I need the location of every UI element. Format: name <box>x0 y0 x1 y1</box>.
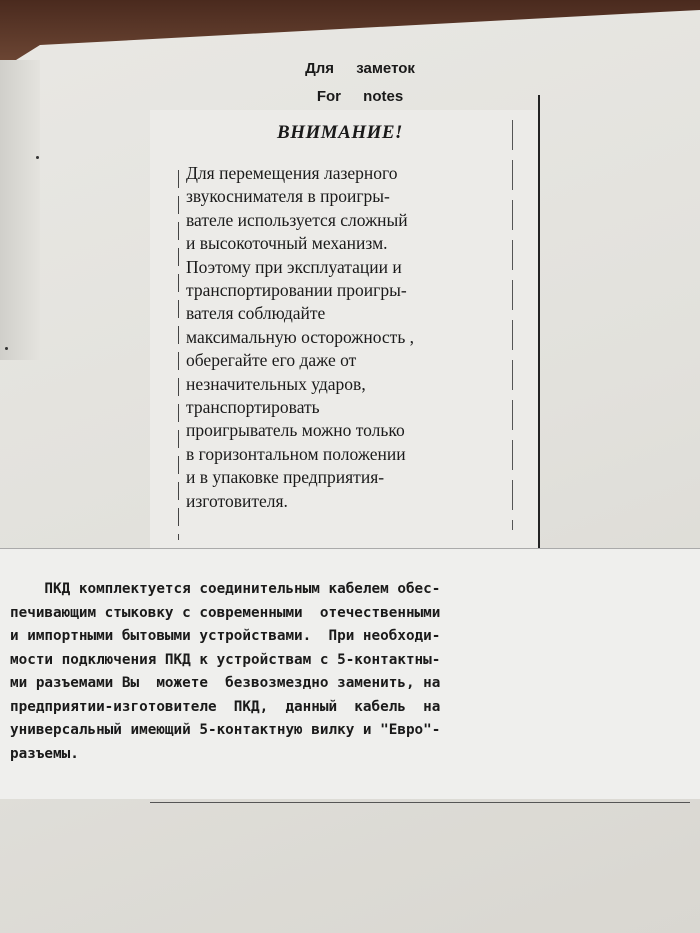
notes-title-en: For notes <box>316 88 404 105</box>
warning-box-right-border <box>538 95 540 550</box>
warning-line: оберегайте его даже от <box>186 350 357 371</box>
warning-line: максимальную осторожность , <box>186 326 415 347</box>
warning-line: незначительных ударов, <box>186 373 366 394</box>
warning-line: звукоснимателя в проигры- <box>186 186 390 207</box>
notice-line: предприятии-изготовителе ПКД, данный кабель на <box>10 698 441 715</box>
warning-line: вателя соблюдайте <box>186 303 326 324</box>
notice-line: разъемы. <box>10 745 79 762</box>
warning-line: проигрыватель можно только <box>186 420 405 441</box>
page-fold <box>0 60 40 360</box>
warning-line: вателе используется сложный <box>186 209 408 230</box>
warning-line: Поэтому при эксплуатации и <box>186 256 402 277</box>
margin-mark <box>36 156 39 159</box>
warning-line: и в упаковке предприятия- <box>186 467 385 488</box>
margin-mark <box>5 347 8 350</box>
notice-line: печивающим стыковку с современными отечественными <box>10 604 441 621</box>
warning-line: в горизонтальном положении <box>186 443 406 464</box>
warning-box-left-border <box>178 170 179 540</box>
notice-line: мости подключения ПКД к устройствам с 5-контактны- <box>10 651 441 668</box>
notice-line: ПКД комплектуется соединительным кабелем обес- <box>10 581 441 597</box>
notice-bottom-rule <box>150 802 690 803</box>
warning-line: транспортировании проигры- <box>186 280 407 301</box>
notice-line: и импортными бытовыми устройствами. При необходи- <box>10 628 441 644</box>
notice-line: универсальный имеющий 5-контактную вилку и "Евро"- <box>10 722 441 738</box>
cable-notice-text <box>10 578 700 766</box>
warning-line: Для перемещения лазерного <box>186 163 398 183</box>
warning-line: изготовителя. <box>186 490 288 511</box>
notice-line: ми разъемами Вы можете безвозмездно заменить, на <box>10 675 441 691</box>
notes-title-ru: Для заметок <box>305 60 415 77</box>
warning-title: ВНИМАНИЕ! <box>277 122 403 143</box>
warning-line: транспортировать <box>186 397 320 418</box>
warning-text <box>186 162 526 513</box>
warning-line: и высокоточный механизм. <box>186 233 388 254</box>
